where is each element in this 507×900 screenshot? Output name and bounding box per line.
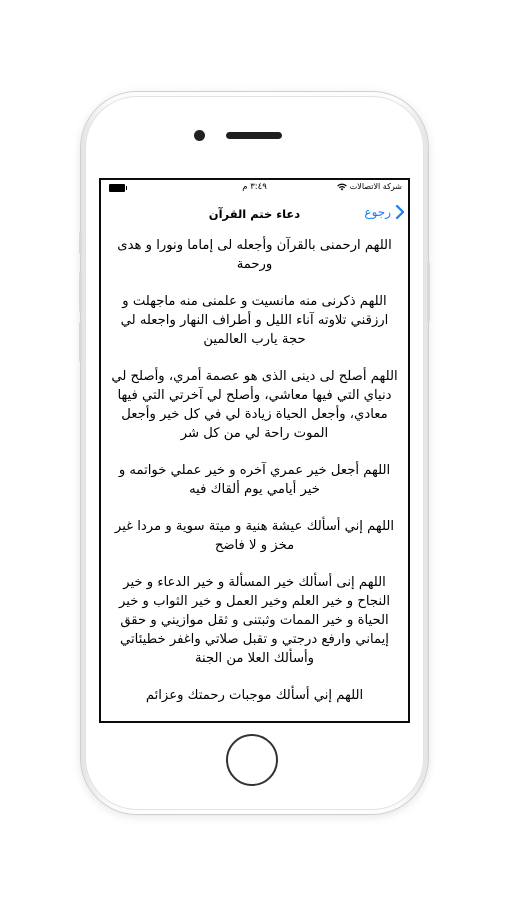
navigation-bar: [101, 200, 408, 230]
front-camera: [194, 130, 205, 141]
home-button[interactable]: [226, 734, 278, 786]
power-button: [427, 262, 430, 322]
earpiece-speaker: [226, 132, 282, 139]
dua-text-view[interactable]: [109, 236, 400, 723]
back-label: رجوع: [364, 205, 391, 219]
carrier-name: شركة الاتصالات: [349, 182, 402, 191]
dua-paragraph: اللهم إنى أسألك خير المسألة و خير الدعاء و خير النجاح و خير العلم وخير العمل و خير الثواب و خير الحياة و خير الممات وثبتنى و ثقل موازيني و حقق إيماني وارفع درجتي و تقبل صلاتي واغفر خطيئاتي وأسألك العلا من الجنة: [118, 575, 391, 666]
status-carrier-group: [337, 182, 402, 191]
status-bar: [101, 180, 408, 196]
mute-switch: [79, 232, 82, 254]
dua-paragraph: اللهم ذكرنى منه مانسيت و علمنى منه ماجهلت و ارزقني تلاوته آناء الليل و أطراف النهار واجعله لي حجة يارب العالمين: [120, 294, 389, 347]
dua-paragraph: اللهم أجعل خير عمري آخره و خير عملي خواتمه و خير أيامي يوم ألقاك فيه: [118, 463, 391, 497]
dua-paragraph: اللهم ارحمنى بالقرآن وأجعله لى إماما ونورا و هدى ورحمة: [117, 238, 392, 272]
dua-paragraph: اللهم إني أسألك موجبات رحمتك وعزائم: [145, 688, 364, 703]
volume-down-button: [79, 322, 82, 362]
dua-paragraph: اللهم إني أسألك عيشة هنية و ميتة سوية و مردا غير مخز و لا فاضح: [114, 519, 395, 553]
screen: [99, 178, 410, 723]
status-time: ٣:٤٩ م: [242, 182, 267, 192]
volume-up-button: [79, 272, 82, 312]
wifi-icon: [337, 183, 347, 191]
page-title: دعاء ختم القرآن: [208, 207, 301, 221]
dua-paragraph: اللهم أصلح لى دينى الذى هو عصمة أمري، وأصلح لي دنياي التي فيها معاشي، وأصلح لي آخرتي التي فيها معادي، وأجعل الحياة زيادة لي في كل خير وأجعل الموت راحة لي من كل شر: [111, 369, 398, 441]
